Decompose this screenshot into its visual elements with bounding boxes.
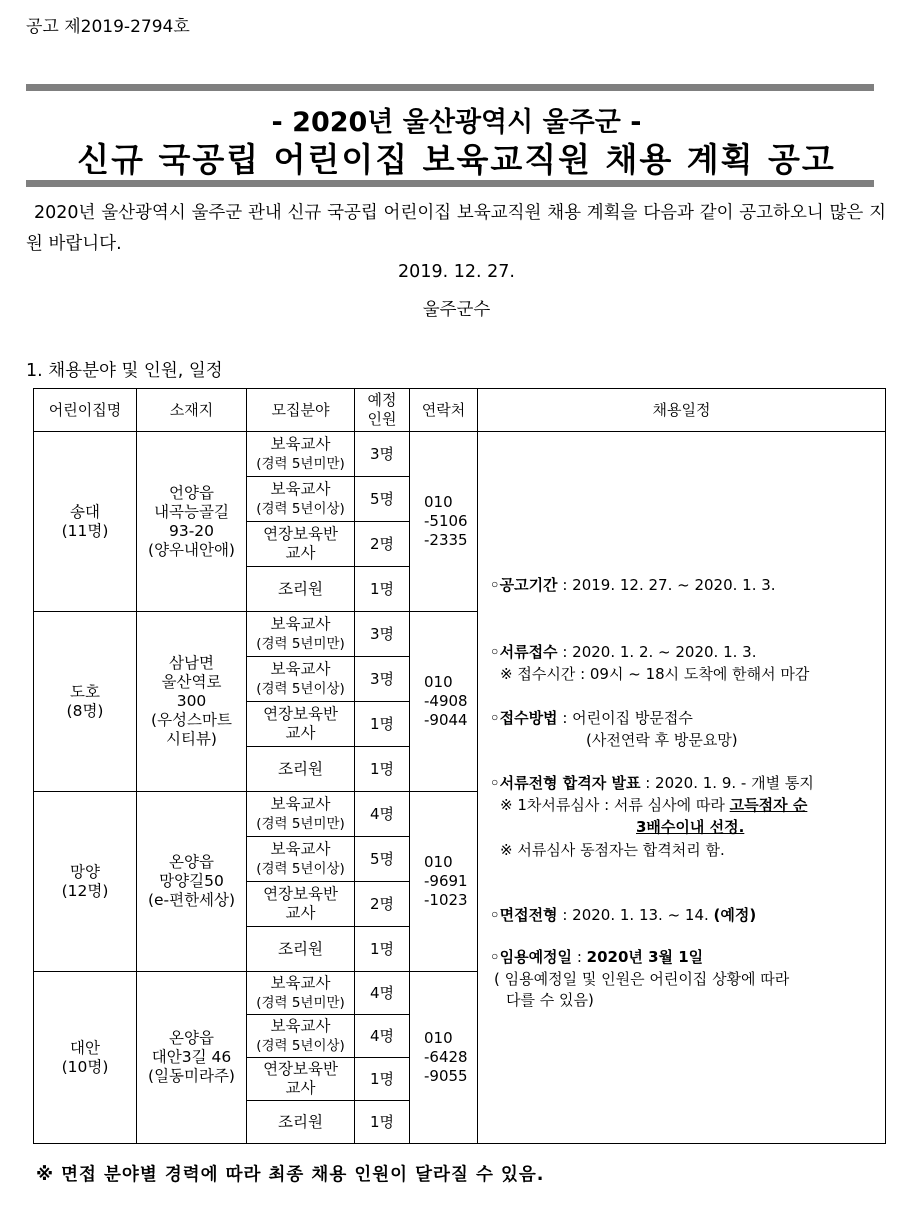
contact-line: -9055 bbox=[424, 1067, 468, 1085]
schedule-label: ◦면접전형 bbox=[490, 906, 558, 924]
position-count: 3명 bbox=[355, 612, 410, 657]
title-line-1: - 2020년 울산광역시 울주군 - bbox=[271, 107, 642, 138]
location-line: 울산역로 bbox=[161, 673, 222, 691]
intro-paragraph bbox=[26, 198, 886, 260]
schedule-cell bbox=[478, 432, 886, 1144]
position-subtitle: (경력 5년미만) bbox=[256, 635, 345, 652]
schedule-value: : 2020. 1. 9. - 개별 통지 bbox=[640, 774, 814, 792]
header-count-line1: 예정 bbox=[367, 391, 397, 409]
schedule-label: ◦접수방법 bbox=[490, 709, 558, 727]
position-field: 조리원 bbox=[247, 927, 355, 972]
position-count: 3명 bbox=[355, 657, 410, 702]
position-field bbox=[247, 837, 355, 882]
schedule-notice-period bbox=[490, 575, 776, 596]
center-location-cell bbox=[137, 972, 247, 1144]
notice-date: 2019. 12. 27. bbox=[398, 262, 515, 282]
center-name: 도호 bbox=[70, 682, 100, 701]
position-count: 5명 bbox=[355, 837, 410, 882]
location-line: 내곡능골길 bbox=[154, 502, 229, 521]
position-count: 1명 bbox=[355, 1058, 410, 1101]
schedule-value: : 어린이집 방문접수 bbox=[557, 709, 693, 727]
contact-line: -2335 bbox=[424, 531, 468, 549]
header-schedule: 채용일정 bbox=[478, 389, 886, 432]
location-line: 삼남면 bbox=[169, 654, 214, 672]
center-name: 망양 bbox=[70, 862, 100, 881]
position-title: 보육교사 bbox=[270, 434, 331, 453]
position-subtitle: 교사 bbox=[285, 544, 316, 562]
position-title: 보육교사 bbox=[270, 614, 331, 633]
position-title: 연장보육반 bbox=[263, 705, 338, 723]
position-subtitle: (경력 5년이상) bbox=[256, 500, 345, 517]
schedule-interview bbox=[490, 905, 756, 926]
position-count: 1명 bbox=[355, 702, 410, 747]
notice-number: 공고 제2019-2794호 bbox=[26, 17, 190, 37]
position-subtitle: (경력 5년이상) bbox=[256, 680, 345, 697]
contact-line: -9044 bbox=[424, 711, 468, 729]
center-contact bbox=[410, 432, 478, 612]
schedule-appointment-note2: 다를 수 있음) bbox=[506, 991, 594, 1009]
position-subtitle: (경력 5년미만) bbox=[256, 455, 345, 472]
position-count: 3명 bbox=[355, 432, 410, 477]
position-field bbox=[247, 1058, 355, 1101]
position-field bbox=[247, 432, 355, 477]
schedule-label: ◦임용예정일 bbox=[490, 948, 573, 966]
location-line: 93-20 bbox=[168, 521, 215, 540]
title-divider-top bbox=[26, 84, 874, 91]
position-field: 조리원 bbox=[247, 567, 355, 612]
center-name: 대안 bbox=[70, 1038, 100, 1057]
schedule-value: : 2020. 1. 2. ~ 2020. 1. 3. bbox=[557, 643, 757, 661]
schedule-screening-note2: ※ 서류심사 동점자는 합격처리 함. bbox=[500, 841, 725, 859]
header-count bbox=[355, 389, 410, 432]
position-count: 1명 bbox=[355, 567, 410, 612]
center-contact bbox=[410, 972, 478, 1144]
schedule-doc-receipt bbox=[490, 642, 756, 663]
center-location-cell bbox=[137, 612, 247, 792]
contact-line: -5106 bbox=[424, 512, 468, 530]
table-row bbox=[34, 432, 886, 477]
screening-note-emphasis: 고득점자 순 bbox=[729, 796, 808, 814]
center-name: 송대 bbox=[70, 502, 100, 521]
contact-line: -4908 bbox=[424, 692, 468, 710]
contact-line: -1023 bbox=[424, 891, 468, 909]
center-location-cell bbox=[137, 792, 247, 972]
header-contact: 연락처 bbox=[410, 389, 478, 432]
center-name-cell bbox=[34, 612, 137, 792]
position-title: 연장보육반 bbox=[263, 525, 338, 543]
position-field bbox=[247, 657, 355, 702]
position-title: 보육교사 bbox=[270, 794, 331, 813]
location-line: 대안3길 46 bbox=[151, 1048, 232, 1066]
table-header-row bbox=[34, 389, 886, 432]
center-total: (8명) bbox=[66, 701, 104, 720]
schedule-screening bbox=[490, 773, 814, 794]
schedule-label: ◦서류접수 bbox=[490, 643, 558, 661]
location-line: (양우내안애) bbox=[148, 540, 235, 559]
footnote: ※ 면접 분야별 경력에 따라 최종 채용 인원이 달라질 수 있음. bbox=[36, 1165, 545, 1185]
location-line: (일동미라주) bbox=[148, 1067, 235, 1085]
schedule-value: : 2020. 1. 13. ~ 14. bbox=[557, 906, 714, 924]
title-line-2: 신규 국공립 어린이집 보육교직원 채용 계획 공고 bbox=[77, 140, 836, 179]
location-line: (e-편한세상) bbox=[147, 891, 236, 909]
schedule-value: 2020년 3월 1일 bbox=[586, 948, 704, 966]
contact-line: 010 bbox=[424, 673, 453, 691]
position-field: 조리원 bbox=[247, 747, 355, 792]
position-count: 2명 bbox=[355, 522, 410, 567]
center-name-cell bbox=[34, 432, 137, 612]
position-subtitle: 교사 bbox=[285, 724, 316, 742]
position-title: 보육교사 bbox=[270, 1016, 331, 1035]
schedule-method-note: (사전연락 후 방문요망) bbox=[586, 731, 738, 749]
position-field bbox=[247, 477, 355, 522]
center-location-cell bbox=[137, 432, 247, 612]
position-title: 보육교사 bbox=[270, 973, 331, 992]
schedule-screening-note-cont bbox=[636, 817, 744, 838]
position-count: 2명 bbox=[355, 882, 410, 927]
schedule-label: ◦공고기간 bbox=[490, 576, 558, 594]
position-title: 연장보육반 bbox=[263, 1060, 338, 1078]
header-count-line2: 인원 bbox=[367, 410, 397, 428]
header-location: 소재지 bbox=[137, 389, 247, 432]
position-field: 조리원 bbox=[247, 1101, 355, 1144]
position-count: 4명 bbox=[355, 972, 410, 1015]
location-line: 망양길50 bbox=[159, 872, 224, 890]
position-title: 보육교사 bbox=[270, 479, 331, 498]
position-field bbox=[247, 612, 355, 657]
location-line: 온양읍 bbox=[169, 853, 214, 871]
position-field bbox=[247, 522, 355, 567]
position-title: 보육교사 bbox=[270, 659, 331, 678]
intro-text: 2020년 울산광역시 울주군 관내 신규 국공립 어린이집 보육교직원 채용 계획을 다음과 같이 공고하오니 많은 지원 바랍니다. bbox=[26, 203, 886, 254]
position-field bbox=[247, 1015, 355, 1058]
position-count: 1명 bbox=[355, 1101, 410, 1144]
location-line: 언양읍 bbox=[169, 483, 214, 502]
center-name-cell bbox=[34, 972, 137, 1144]
schedule-sep: : bbox=[572, 948, 587, 966]
center-name-cell bbox=[34, 792, 137, 972]
recruitment-table bbox=[33, 388, 886, 1144]
contact-line: 010 bbox=[424, 493, 453, 511]
schedule-appointment-note1: ( 임용예정일 및 인원은 어린이집 상황에 따라 bbox=[494, 970, 790, 988]
location-line: (우성스마트 bbox=[151, 711, 232, 729]
position-field bbox=[247, 702, 355, 747]
position-count: 1명 bbox=[355, 927, 410, 972]
center-total: (11명) bbox=[61, 521, 109, 540]
screening-note-emphasis: 3배수이내 선정. bbox=[636, 818, 745, 836]
notice-signer: 울주군수 bbox=[422, 300, 491, 320]
schedule-method bbox=[490, 708, 693, 729]
contact-line: -6428 bbox=[424, 1048, 468, 1066]
position-field bbox=[247, 972, 355, 1015]
position-subtitle: (경력 5년이상) bbox=[256, 860, 345, 877]
position-field bbox=[247, 882, 355, 927]
position-field bbox=[247, 792, 355, 837]
position-title: 연장보육반 bbox=[263, 885, 338, 903]
screening-note-text: ※ 1차서류심사 : 서류 심사에 따라 bbox=[500, 796, 730, 814]
schedule-value: : 2019. 12. 27. ~ 2020. 1. 3. bbox=[557, 576, 776, 594]
location-line: 온양읍 bbox=[169, 1029, 214, 1047]
center-contact bbox=[410, 792, 478, 972]
position-subtitle: 교사 bbox=[285, 904, 316, 922]
position-subtitle: 교사 bbox=[285, 1079, 316, 1097]
position-subtitle: (경력 5년미만) bbox=[256, 994, 345, 1011]
position-subtitle: (경력 5년이상) bbox=[256, 1037, 345, 1054]
contact-line: 010 bbox=[424, 1029, 453, 1047]
title-divider-bottom bbox=[26, 180, 874, 187]
position-count: 5명 bbox=[355, 477, 410, 522]
position-count: 1명 bbox=[355, 747, 410, 792]
schedule-screening-note bbox=[500, 795, 807, 816]
header-center-name: 어린이집명 bbox=[34, 389, 137, 432]
contact-line: -9691 bbox=[424, 872, 468, 890]
center-total: (10명) bbox=[61, 1057, 109, 1076]
position-count: 4명 bbox=[355, 1015, 410, 1058]
center-total: (12명) bbox=[61, 881, 109, 900]
location-line: 시티뷰) bbox=[166, 730, 217, 748]
schedule-doc-receipt-note: ※ 접수시간 : 09시 ~ 18시 도착에 한해서 마감 bbox=[500, 665, 810, 683]
contact-line: 010 bbox=[424, 853, 453, 871]
location-line: 300 bbox=[176, 692, 207, 710]
header-field: 모집분야 bbox=[247, 389, 355, 432]
schedule-label: ◦서류전형 합격자 발표 bbox=[490, 774, 641, 792]
position-subtitle: (경력 5년미만) bbox=[256, 815, 345, 832]
center-contact bbox=[410, 612, 478, 792]
position-title: 보육교사 bbox=[270, 839, 331, 858]
section-title: 1. 채용분야 및 인원, 일정 bbox=[26, 361, 223, 381]
schedule-appointment bbox=[490, 947, 703, 968]
schedule-tentative: (예정) bbox=[713, 906, 757, 924]
position-count: 4명 bbox=[355, 792, 410, 837]
